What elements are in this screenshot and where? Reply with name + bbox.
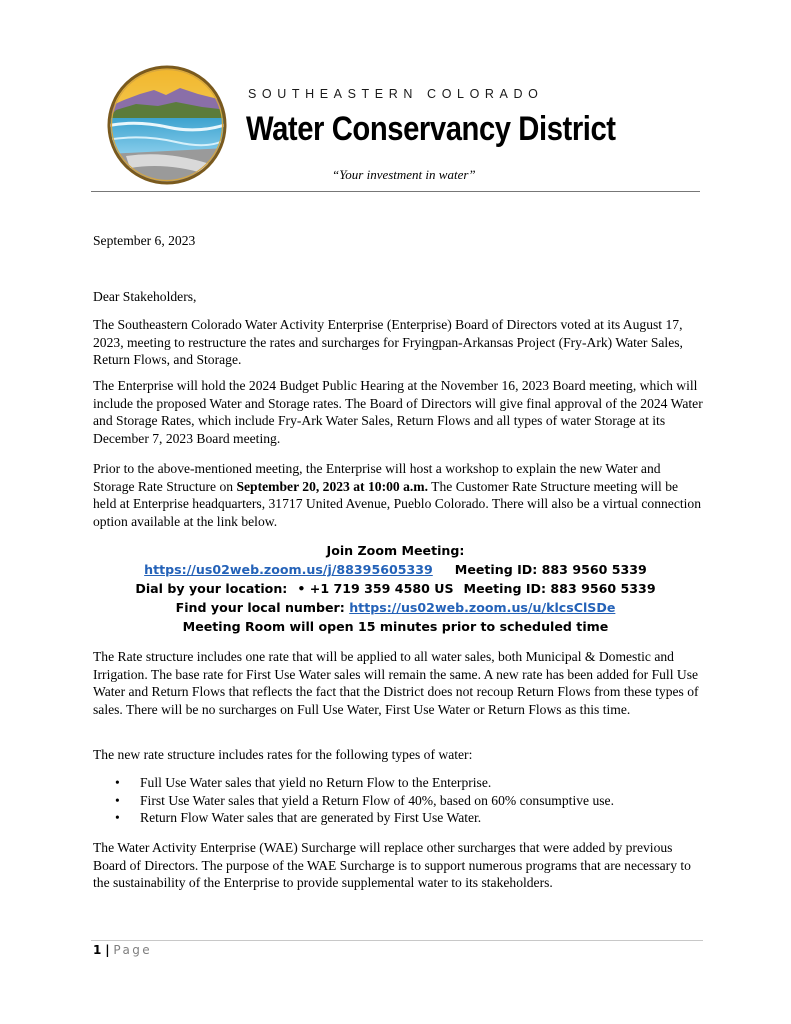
bullet-icon: •: [115, 792, 120, 808]
org-tagline: “Your investment in water”: [332, 167, 476, 182]
paragraph-rate-vote: The Southeastern Colorado Water Activity Enterprise (Enterprise) Board of Directors voted at its August 17, 2023, meeting to restructure the rates and surcharges for Fryingpan-Arkansas Project (Fry-Ark) Water Sales, Return Flows, and Storage.: [93, 317, 683, 367]
workshop-date-time: September 20, 2023 at 10:00 a.m.: [236, 478, 429, 494]
list-item-text: First Use Water sales that yield a Return Flow of 40%, based on 60% consumptive use.: [140, 792, 614, 808]
workshop-text-b: The Customer Rate Structure meeting will be held at Enterprise headquarters, 31717 United Avenue, Pueblo Colorado. There will also be a virtual connection option available at the link below.: [93, 478, 702, 529]
page-footer: [93, 943, 152, 957]
paragraph-rate-structure: The Rate structure includes one rate that will be applied to all water sales, both Municipal & Domestic and Irrigation. The base rate for First Use Water sales will remain the same. A new rate has been added for Full Use Water and Return Flows that reflects the fact that the District does not recoup Return Flows from these types of sales. There will be no surcharges on Full Use Water, First Use Water or Return Flows as this time.: [93, 649, 699, 717]
org-name-heading: Water Conservancy District: [246, 110, 616, 148]
page-label: Page: [113, 943, 153, 957]
page-number: 1: [93, 943, 102, 957]
zoom-title: Join Zoom Meeting:: [326, 543, 465, 558]
workshop-text-a: Prior to the above-mentioned meeting, the Enterprise will host a workshop to explain the new Water and Storage Rate Structure on: [93, 461, 661, 494]
org-region-label: SOUTHEASTERN COLORADO: [248, 87, 544, 101]
list-item-text: Return Flow Water sales that are generated by First Use Water.: [140, 810, 482, 825]
zoom-meeting-id-2: Meeting ID: 883 9560 5339: [463, 581, 656, 596]
paragraph-budget-hearing: The Enterprise will hold the 2024 Budget Public Hearing at the November 16, 2023 Board meeting, which will include the proposed Water and Storage rates. The Board of Directors will give final approval of the 2024 Water and Storage Rates, which include Fry-Ark Water Sales, Return Flows and all types of water Storage at its December 7, 2023 Board meeting.: [93, 378, 703, 446]
zoom-dial-line: [91, 579, 700, 598]
page-separator: |: [105, 943, 110, 957]
zoom-dial-label: Dial by your location:: [135, 581, 288, 596]
paragraph-wae-surcharge: The Water Activity Enterprise (WAE) Surcharge will replace other surcharges that were added by previous Board of Directors. The purpose of the WAE Surcharge is to support numerous programs that are necessary to the sustainability of the Enterprise to provide supplemental water to its stakeholders.: [93, 840, 691, 890]
list-item: [93, 792, 703, 810]
bullet-icon: •: [115, 775, 120, 790]
paragraph-water-types-intro: The new rate structure includes rates for the following types of water:: [93, 747, 473, 762]
footer-divider: [91, 940, 703, 941]
zoom-room-note: Meeting Room will open 15 minutes prior to scheduled time: [182, 619, 609, 634]
zoom-link-line: [91, 560, 700, 579]
list-item: [93, 809, 703, 827]
list-item-text: Full Use Water sales that yield no Return Flow to the Enterprise.: [140, 775, 492, 790]
zoom-local-number-link[interactable]: https://us02web.zoom.us/u/klcsClSDe: [349, 600, 616, 615]
letter-salutation: Dear Stakeholders,: [93, 289, 197, 304]
district-logo-icon: [106, 64, 228, 186]
paragraph-workshop: [93, 460, 703, 530]
header-divider: [91, 191, 700, 192]
zoom-dial-number: • +1 719 359 4580 US: [297, 581, 454, 596]
list-item: [93, 774, 703, 792]
bullet-icon: •: [115, 810, 120, 825]
zoom-meeting-id: Meeting ID: 883 9560 5339: [454, 562, 647, 577]
zoom-meeting-link[interactable]: https://us02web.zoom.us/j/88395605339: [144, 562, 433, 577]
zoom-local-line: [91, 598, 700, 617]
water-types-list: [93, 774, 703, 827]
letter-date: September 6, 2023: [93, 233, 196, 248]
zoom-meeting-info: [91, 541, 700, 636]
zoom-local-label: Find your local number:: [175, 600, 350, 615]
